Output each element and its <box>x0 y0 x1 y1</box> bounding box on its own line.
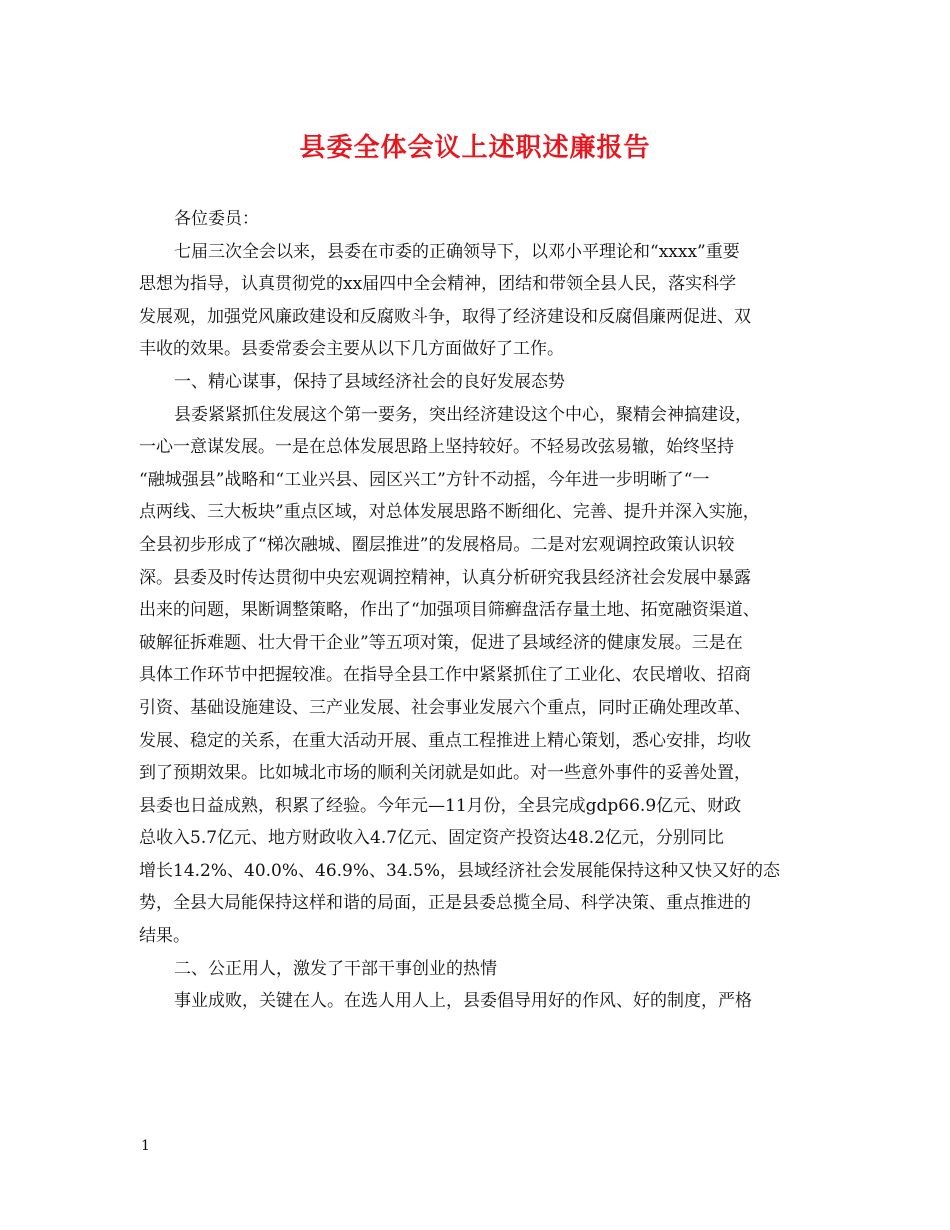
text-line: 丰收的效果。县委常委会主要从以下几方面做好了工作。 <box>139 339 564 360</box>
text-line: 破解征拆难题、壮大骨干企业”等五项对策，促进了县域经济的健康发展。三是在 <box>139 632 743 653</box>
text-line: 县委也日益成熟，积累了经验。今年元—11月份，全县完成gdp66.9亿元、财政 <box>139 795 742 816</box>
text-line: 势，全县大局能保持这样和谐的局面，正是县委总揽全局、科学决策、重点推进的 <box>139 893 751 914</box>
text-line: 发展观，加强党风廉政建设和反腐败斗争，取得了经济建设和反腐倡廉两促进、双 <box>139 306 751 327</box>
text-line: 引资、基础设施建设、三产业发展、社会事业发展六个重点，同时正确处理改革、 <box>139 697 751 718</box>
document-body <box>139 203 825 1018</box>
text-line: 县委紧紧抓住发展这个第一要务，突出经济建设这个中心，聚精会神搞建设， <box>174 404 752 425</box>
text-line: 点两线、三大板块”重点区域，对总体发展思路不断细化、完善、提升并深入实施， <box>139 502 760 523</box>
text-line: 各位委员： <box>174 209 259 229</box>
text-line: 一、精心谋事，保持了县域经济社会的良好发展态势 <box>174 371 565 392</box>
text-line: 具体工作环节中把握较准。在指导全县工作中紧紧抓住了工业化、农民增收、招商 <box>139 665 751 686</box>
text-line: 事业成败，关键在人。在选人用人上，县委倡导用好的作风、好的制度，严格 <box>174 991 752 1012</box>
text-line: 到了预期效果。比如城北市场的顺利关闭就是如此。对一些意外事件的妥善处置， <box>139 763 751 784</box>
text-line: 深。县委及时传达贯彻中央宏观调控精神，认真分析研究我县经济社会发展中暴露 <box>139 567 751 588</box>
page-number: 1 <box>141 1138 150 1154</box>
text-line: 全县初步形成了“梯次融城、圈层推进”的发展格局。二是对宏观调控政策认识较 <box>139 534 735 555</box>
text-line: 一心一意谋发展。一是在总体发展思路上坚持较好。不轻易改弦易辙，始终坚持 <box>139 437 734 458</box>
text-line: 七届三次全会以来，县委在市委的正确领导下，以邓小平理论和“xxxx”重要 <box>174 241 740 262</box>
text-line: 二、公正用人，激发了干部干事创业的热情 <box>174 958 497 979</box>
text-line: 发展、稳定的关系，在重大活动开展、重点工程推进上精心策划，悉心安排，均收 <box>139 730 751 751</box>
text-line: 总收入5.7亿元、地方财政收入4.7亿元、固定资产投资达48.2亿元，分别同比 <box>139 828 724 849</box>
text-line: 增长14.2%、40.0%、46.9%、34.5%，县域经济社会发展能保持这种又快又好的态 <box>139 860 781 881</box>
text-line: “融城强县”战略和“工业兴县、园区兴工”方针不动摇，今年进一步明晰了“一 <box>139 469 710 490</box>
text-line: 思想为指导，认真贯彻党的xx届四中全会精神，团结和带领全县人民，落实科学 <box>139 274 737 295</box>
document-title: 县委全体会议上述职述廉报告 <box>299 133 651 163</box>
text-line: 出来的问题，果断调整策略，作出了“加强项目筛癣盘活存量土地、拓宽融资渠道、 <box>139 600 760 621</box>
text-line: 结果。 <box>139 926 190 947</box>
